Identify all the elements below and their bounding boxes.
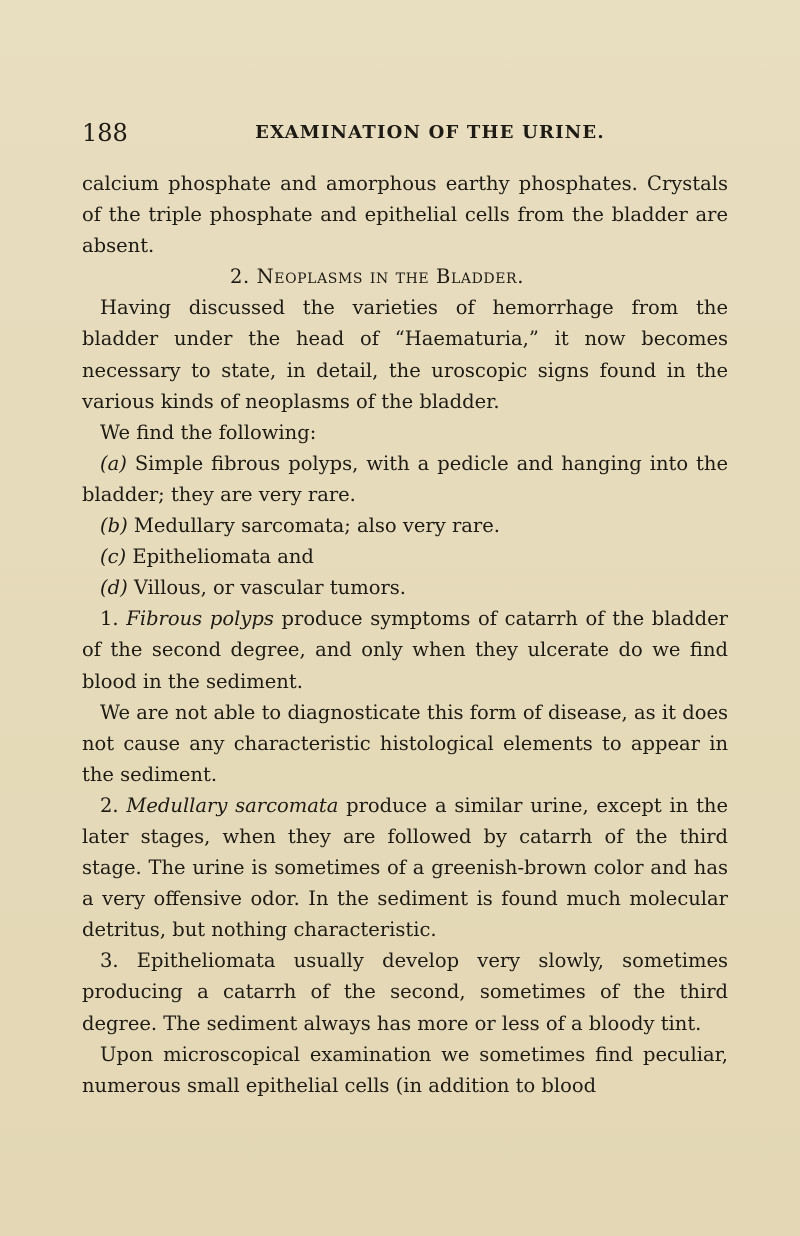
item-number: 1.	[100, 607, 119, 631]
section-heading: 2. Neoplasms in the Bladder.	[230, 265, 524, 289]
item-number: 2.	[100, 793, 119, 817]
list-label: (b)	[100, 514, 128, 538]
list-text: Epitheliomata and	[132, 545, 314, 569]
paragraph-diagnosis: We are not able to diagnosticate this form of disease, as it does not cause any characteristic histological elements to appear in the sediment.	[82, 700, 728, 786]
paragraph-intro: Having discussed the varieties of hemorrhage from the bladder under the head of “Haematuria,” it now becomes necessary to state, in detail, the uroscopic signs found in the various kinds of neoplasms of the bladder.	[82, 296, 728, 413]
page-number: 188	[82, 119, 128, 147]
list-label: (c)	[100, 545, 127, 569]
running-head: EXAMINATION OF THE URINE.	[255, 122, 605, 143]
list-label: (a)	[100, 451, 127, 475]
list-label: (d)	[100, 576, 128, 600]
paragraph-microscopical: Upon microscopical examination we sometimes find peculiar, numerous small epithelial cells (in addition to blood	[82, 1042, 728, 1097]
list-item-d	[82, 572, 728, 603]
paragraph-epitheliomata	[82, 945, 728, 1038]
paragraph-fibrous-polyps	[82, 603, 728, 696]
list-item-c	[82, 541, 728, 572]
item-number: 3.	[100, 949, 119, 973]
list-text: Simple fibrous polyps, with a pedicle and hanging into the bladder; they are very rare.	[82, 451, 728, 506]
item-text: produce a similar urine, except in the later stages, when they are followed by catarrh of the third stage. The urine is sometimes of a greenish-brown color and has a very offensive odor. In the sediment is found much molecular detritus, but nothing characteristic.	[82, 793, 729, 942]
item-text: produce symptoms of catarrh of the bladder of the second degree, and only when they ulcerate do we find blood in the sediment.	[82, 607, 728, 693]
paragraph-medullary-sarcomata	[82, 790, 728, 945]
list-text: Medullary sarcomata; also very rare.	[133, 514, 500, 538]
item-title: Fibrous polyps	[126, 607, 274, 631]
page-header	[82, 118, 742, 148]
list-text: Villous, or vascular tumors.	[133, 576, 406, 600]
paragraph-following: We find the following:	[100, 420, 317, 444]
item-text: Epitheliomata usually develop very slowly, sometimes producing a catarrh of the second, sometimes of the third degree. The sediment always has more or less of a bloody tint.	[82, 949, 728, 1035]
body-text	[82, 168, 728, 1101]
item-title: Medullary sarcomata	[126, 793, 339, 817]
list-item-a	[82, 448, 728, 510]
paragraph-continuation: calcium phosphate and amorphous earthy phosphates. Crystals of the triple phosphate and epithelial cells from the bladder are absent.	[82, 172, 728, 258]
list-item-b	[82, 510, 728, 541]
